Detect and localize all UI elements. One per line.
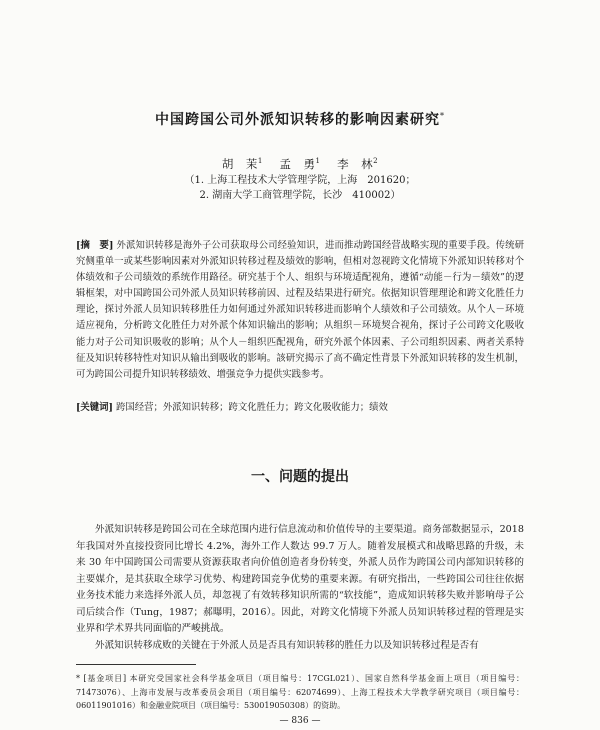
title-footnote-mark: * (440, 111, 445, 121)
keywords (76, 399, 524, 413)
abstract-text: 外派知识转移是海外子公司获取母公司经验知识，进而推动跨国经营战略实现的重要手段。传统研究侧重单一或某些影响因素对外派知识转移过程及绩效的影响，但相对忽视跨文化情境下外派知识转移对个体绩效和子公司绩效的系统作用路径。研究基于个人、组织与环境适配视角，遵循“动能－行为－绩效”的逻辑框架，对中国跨国公司外派人员知识转移前因、过程及结果进行研究。依据知识管理理论和跨文化胜任力理论，探讨外派人员知识转移胜任力如何通过外派知识转移进而影响个人绩效和子公司绩效。从个人－环境适应视角，分析跨文化胜任力对外派个体知识输出的影响；从组织－环境契合视角，探讨子公司跨文化吸收能力对子公司知识吸收的影响；从个人－组织匹配视角，研究外派个体因素、子公司组织因素、两者关系特征及知识转移特性对知识从输出到吸收的影响。該研究揭示了高不确定性背景下外派知识转移的发生机制，可为跨国公司提升知识转移绩效、增强竞争力提供实践参考。 (76, 240, 525, 380)
author: 李 林 (337, 157, 374, 171)
abstract (76, 238, 524, 383)
author: 胡 茉 (221, 157, 258, 171)
abstract-label: [摘 要] (76, 240, 114, 251)
body-paragraph-2: 外派知识转移成败的关键在于外派人员是否具有知识转移的胜任力以及知识转移过程是否有 (95, 640, 479, 651)
keywords-label: [关键词] (76, 402, 113, 413)
page-number: — 836 — (279, 716, 321, 726)
paper-title: 中国跨国公司外派知识转移的影响因素研究* (155, 111, 445, 128)
affiliation-1: （1. 上海工程技术大学管理学院，上海 201620； (184, 175, 416, 186)
section-heading: 一、问题的提出 (251, 469, 349, 485)
keywords-text: 跨国经营；外派知识转移；跨文化胜任力；跨文化吸收能力；绩效 (115, 402, 388, 413)
funding-footnote: * [基金项目] 本研究受国家社会科学基金项目（项目编号：17CGL021）、国家自然科学基金面上项目（项目编号：71473076）、上海市发展与改革委员会项目（项目编号：62074699）、上海工程技术大学教学研究项目（项目编号：06011901016）和金融业院项目（项目编号：530019050308）的资助。 (76, 674, 524, 711)
author: 孟 勇 (279, 157, 316, 171)
affiliation-2: 2. 湖南大学工商管理学院，长沙 410002） (199, 190, 401, 201)
body-paragraph-1: 外派知识转移是跨国公司在全球范围内进行信息流动和价值传导的主要渠道。商务部数据显示，2018 年我国对外直接投资同比增长 4.2%，海外工作人数达 99.7 万人。随着发展模式和战略思路的升级，未来 30 年中国跨国公司需要从资源获取者向价值创造者身份转变，外派人员作为跨国公司内部知识转移的主要媒介，是其获取全球学习优势、构建跨国竞争优势的重要来源。有研究指出，一些跨国公司往往依据业务技术能力来选择外派人员，却忽视了有效转移知识所需的“软技能”，造成知识转移失败并影响母子公司后续合作（Tung，1987；郝曝明，2016）。因此，对跨文化情境下外派人员知识转移过程的管理是实业界和学术界共同面临的严峻挑战。 (76, 524, 524, 634)
author-list: 胡 茉$^1$ 孟 勇$^1$ 李 林$^2$ (221, 157, 379, 171)
footnote-divider (76, 664, 196, 665)
